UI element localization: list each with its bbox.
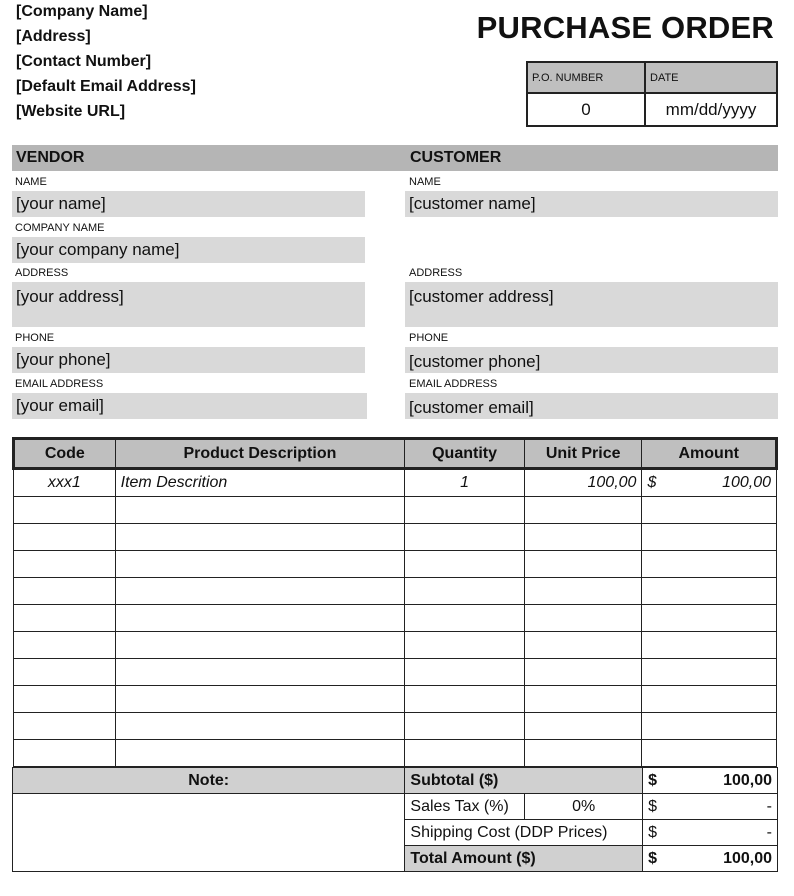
company-email: [Default Email Address] bbox=[16, 78, 196, 95]
items-table bbox=[12, 437, 778, 767]
note-label: Note: bbox=[13, 768, 405, 794]
date-value[interactable]: mm/dd/yyyy bbox=[645, 93, 777, 126]
table-row bbox=[14, 578, 777, 605]
total-label: Total Amount ($) bbox=[405, 846, 643, 872]
items-header-row bbox=[14, 439, 777, 469]
page-title: PURCHASE ORDER bbox=[476, 10, 774, 45]
vendor-company-field[interactable]: [your company name] bbox=[12, 237, 365, 263]
customer-phone-field[interactable]: [customer phone] bbox=[405, 347, 778, 373]
totals-table bbox=[12, 767, 778, 872]
shipping-label: Shipping Cost (DDP Prices) bbox=[405, 820, 643, 846]
vendor-address-field[interactable]: [your address] bbox=[12, 282, 365, 327]
table-row bbox=[14, 524, 777, 551]
vendor-phone-field[interactable]: [your phone] bbox=[12, 347, 365, 373]
table-row bbox=[14, 605, 777, 632]
vendor-name-label: NAME bbox=[15, 176, 47, 188]
customer-email-field[interactable]: [customer email] bbox=[405, 393, 778, 419]
shipping-value[interactable]: - bbox=[766, 823, 772, 841]
po-number-label: P.O. NUMBER bbox=[527, 62, 645, 93]
header-quantity: Quantity bbox=[405, 439, 525, 469]
note-field[interactable] bbox=[13, 794, 405, 872]
vendor-address-label: ADDRESS bbox=[15, 267, 69, 279]
item-code[interactable]: xxx1 bbox=[14, 469, 116, 497]
item-unit-price[interactable]: 100,00 bbox=[524, 469, 642, 497]
table-row bbox=[14, 551, 777, 578]
subtotal-value: 100,00 bbox=[723, 771, 772, 789]
company-address: [Address] bbox=[16, 28, 91, 45]
item-description[interactable]: Item Descrition bbox=[115, 469, 405, 497]
vendor-heading: VENDOR bbox=[16, 149, 85, 166]
section-header-bar bbox=[12, 145, 778, 171]
table-row bbox=[14, 659, 777, 686]
item-currency: $ bbox=[647, 474, 657, 491]
header-amount: Amount bbox=[642, 439, 777, 469]
tax-rate[interactable]: 0% bbox=[525, 794, 643, 820]
customer-phone-label: PHONE bbox=[409, 332, 449, 344]
shipping-currency: $ bbox=[648, 823, 658, 841]
total-currency: $ bbox=[648, 849, 658, 867]
table-row bbox=[14, 686, 777, 713]
subtotal-currency: $ bbox=[648, 771, 658, 789]
company-contact: [Contact Number] bbox=[16, 53, 152, 70]
vendor-name-field[interactable]: [your name] bbox=[12, 191, 365, 217]
item-amount-cell bbox=[642, 469, 777, 497]
header-unit-price: Unit Price bbox=[524, 439, 642, 469]
po-info-table bbox=[526, 61, 778, 127]
customer-name-field[interactable]: [customer name] bbox=[405, 191, 778, 217]
table-row bbox=[14, 469, 777, 497]
vendor-phone-label: PHONE bbox=[15, 332, 55, 344]
company-website: [Website URL] bbox=[16, 103, 126, 120]
table-row bbox=[14, 497, 777, 524]
customer-heading: CUSTOMER bbox=[410, 149, 502, 166]
total-value: 100,00 bbox=[723, 849, 772, 867]
tax-currency: $ bbox=[648, 797, 658, 815]
header-code: Code bbox=[14, 439, 116, 469]
tax-value: - bbox=[766, 797, 772, 815]
vendor-company-label: COMPANY NAME bbox=[15, 222, 105, 234]
vendor-email-label: EMAIL ADDRESS bbox=[15, 378, 104, 390]
po-number-value[interactable]: 0 bbox=[527, 93, 645, 126]
table-row bbox=[14, 713, 777, 740]
customer-name-label: NAME bbox=[409, 176, 441, 188]
vendor-email-field[interactable]: [your email] bbox=[12, 393, 367, 419]
date-label: DATE bbox=[645, 62, 777, 93]
table-row bbox=[14, 740, 777, 767]
subtotal-label: Subtotal ($) bbox=[405, 768, 643, 794]
item-quantity[interactable]: 1 bbox=[405, 469, 525, 497]
item-amount: 100,00 bbox=[722, 474, 771, 491]
header-description: Product Description bbox=[115, 439, 405, 469]
table-row bbox=[14, 632, 777, 659]
customer-address-label: ADDRESS bbox=[409, 267, 463, 279]
company-name: [Company Name] bbox=[16, 3, 148, 20]
customer-email-label: EMAIL ADDRESS bbox=[409, 378, 498, 390]
tax-label: Sales Tax (%) bbox=[405, 794, 525, 820]
customer-address-field[interactable]: [customer address] bbox=[405, 282, 778, 327]
